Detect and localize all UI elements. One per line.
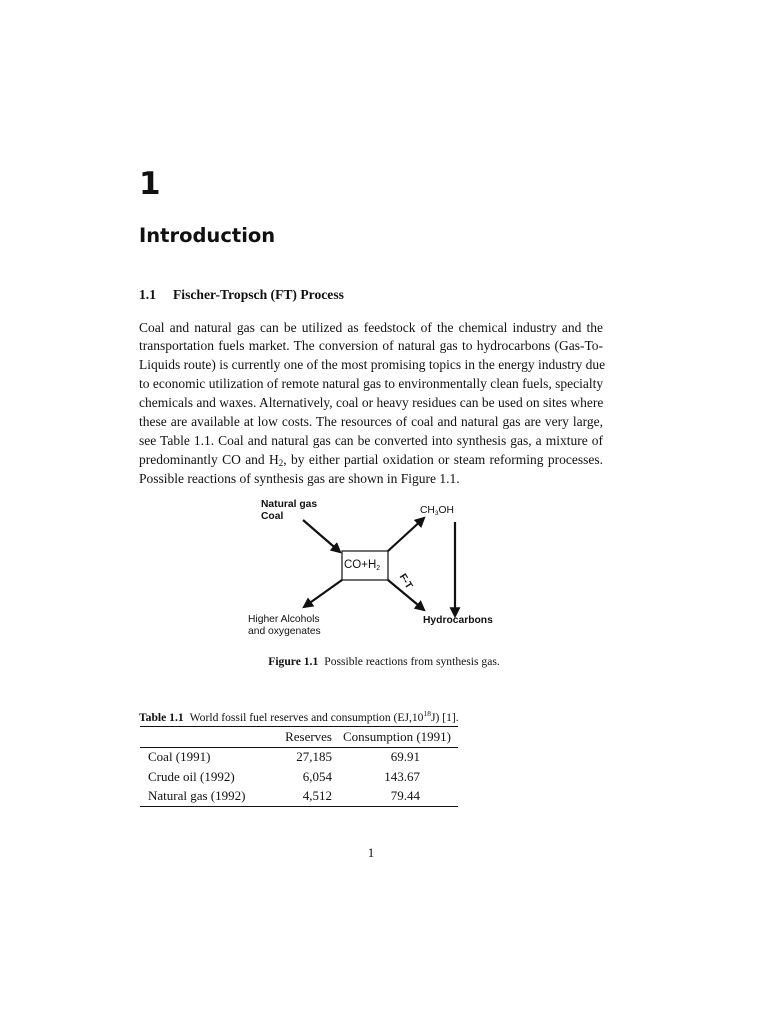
label-methanol: $CH_3OH$: [420, 505, 454, 517]
section-heading: [139, 287, 344, 303]
subscript: 2: [278, 457, 284, 468]
table-cell: Natural gas (1992): [140, 787, 266, 807]
table-cell: 69.91: [390, 749, 420, 765]
figure-caption-label: Figure 1.1: [268, 655, 319, 668]
table-header: Consumption (1991): [336, 727, 458, 748]
arrow-to-alcohols: [304, 580, 342, 607]
paragraph-line: Possible reactions of synthesis gas are shown in Figure 1.1.: [139, 470, 460, 486]
arrow-to-methanol: [388, 518, 424, 551]
label-syngas: $CO+H_2$: [344, 559, 381, 572]
table-cell: 143.67: [384, 768, 420, 784]
table-cell: 6,054: [302, 768, 332, 784]
label-higher-alcohols: Higher Alcohols: [248, 614, 320, 625]
paragraph-line: chemicals and waxes. Alternatively, coal or heavy residues can be used on sites where: [139, 395, 604, 411]
figure-caption: [0, 655, 768, 668]
intro-paragraph: [139, 319, 606, 489]
paragraph-line: see Table 1.1. Coal and natural gas can be converted into synthesis gas, a mixture of: [139, 432, 603, 448]
synthesis-gas-diagram: [230, 492, 530, 648]
label-coal: Coal: [261, 511, 284, 522]
label-natural-gas: Natural gas: [261, 499, 318, 510]
paragraph-line: Coal and natural gas can be utilized as feedstock of the chemical industry and the: [139, 319, 603, 335]
fossil-fuel-table: [140, 726, 458, 807]
paragraph-line: these are available at low costs. The resources of coal and natural gas are very large,: [139, 413, 603, 429]
table-cell: 4,512: [266, 787, 336, 807]
superscript: 18: [423, 709, 431, 718]
label-oxygenates: and oxygenates: [248, 626, 321, 637]
chapter-number: 1: [139, 166, 161, 202]
table-row: [140, 767, 458, 787]
paragraph-line: to economic utilization of remote natural gas to environmentally clean fuels, specialty: [139, 376, 604, 392]
page-number: 1: [367, 845, 375, 860]
section-number: 1.1: [139, 287, 156, 302]
label-hydrocarbons: Hydrocarbons: [423, 615, 493, 626]
table-cell: 79.44: [336, 787, 458, 807]
table-caption-label: Table 1.1: [139, 711, 184, 724]
paragraph-text: predominantly CO and H: [139, 451, 279, 467]
chapter-title: Introduction: [139, 224, 276, 247]
paragraph-line: [139, 451, 603, 470]
table-caption: [139, 711, 459, 724]
table-header: Reserves: [266, 727, 336, 748]
table-caption-text: J) [1].: [430, 711, 459, 724]
section-title: Fischer-Tropsch (FT) Process: [173, 287, 344, 302]
table-header-row: [140, 727, 458, 748]
table-row: [140, 787, 458, 807]
table-cell: Crude oil (1992): [148, 768, 235, 784]
label-ft: F-T: [396, 572, 415, 592]
table-cell: Coal (1991): [148, 749, 211, 765]
paragraph-line: Liquids route) is currently one of the most promising topics in the energy industry due: [139, 357, 606, 373]
arrow-feed-in: [303, 520, 340, 552]
table-cell: 27,185: [296, 749, 332, 765]
paragraph-line: transportation fuels market. The conversion of natural gas to hydrocarbons (Gas-To-: [139, 338, 603, 354]
paragraph-text: , by either partial oxidation or steam reforming processes.: [283, 451, 603, 467]
table-header: [140, 727, 266, 748]
table-row: [140, 747, 458, 767]
figure-caption-text: Possible reactions from synthesis gas.: [324, 655, 500, 668]
table-caption-text: World fossil fuel reserves and consumption (EJ,10: [189, 711, 424, 724]
